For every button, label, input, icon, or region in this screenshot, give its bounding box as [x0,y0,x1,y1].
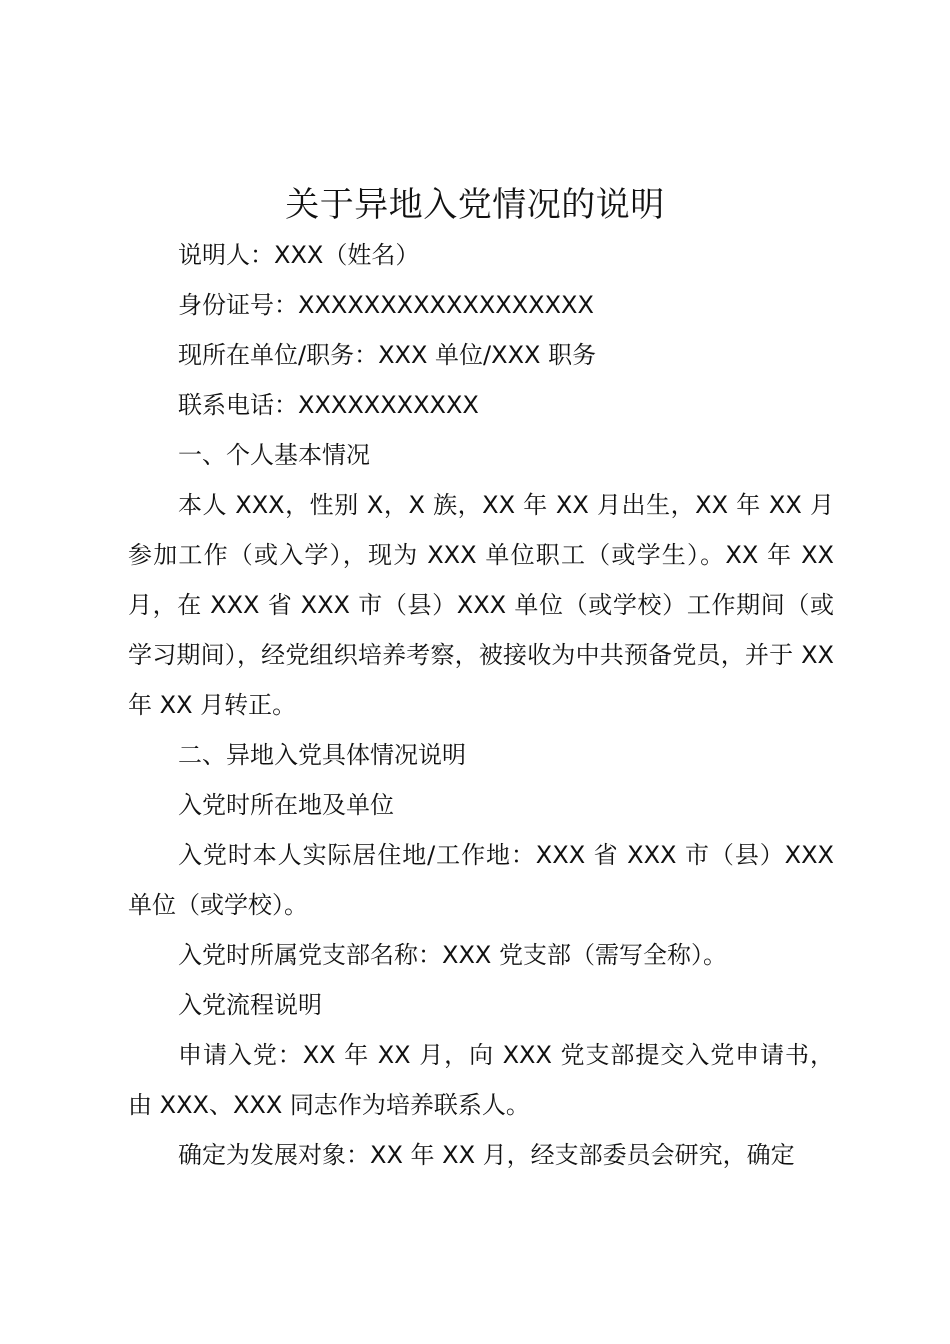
document-title: 关于异地入党情况的说明 [285,185,665,225]
document-body [128,230,834,1180]
branch-paragraph: 入党时所属党支部名称：XXX 党支部（需写全称）。 [178,941,727,969]
id-number-line: 身份证号：XXXXXXXXXXXXXXXXXX [178,291,594,319]
section1-paragraph: 本人 XXX，性别 X，X 族，XX 年 XX 月出生，XX 年 XX 月参加工作（或入学），现为 XXX 单位职工（或学生）。XX 年 XX 月，在 XXX 省 XXX 市（县）XXX 单位（或学校）工作期间（或学习期间），经党组织培养考察，被接收为中共预备党员，并于 XX 年 XX 月转正。 [128,491,834,719]
residence-paragraph: 入党时本人实际居住地/工作地：XXX 省 XXX 市（县）XXX 单位（或学校）。 [128,841,834,919]
application-paragraph: 申请入党：XX 年 XX 月，向 XXX 党支部提交入党申请书，由 XXX、XXX 同志作为培养联系人。 [128,1041,834,1119]
phone-line: 联系电话：XXXXXXXXXXX [178,391,479,419]
section2-sub2-heading: 入党流程说明 [178,991,322,1019]
unit-position-line: 现所在单位/职务：XXX 单位/XXX 职务 [178,341,597,369]
declarant-line: 说明人：XXX（姓名） [178,241,420,269]
development-paragraph: 确定为发展对象：XX 年 XX 月，经支部委员会研究，确定 [178,1141,795,1169]
section1-heading: 一、个人基本情况 [178,441,370,469]
section2-sub1-heading: 入党时所在地及单位 [178,791,394,819]
section2-heading: 二、异地入党具体情况说明 [178,741,466,769]
